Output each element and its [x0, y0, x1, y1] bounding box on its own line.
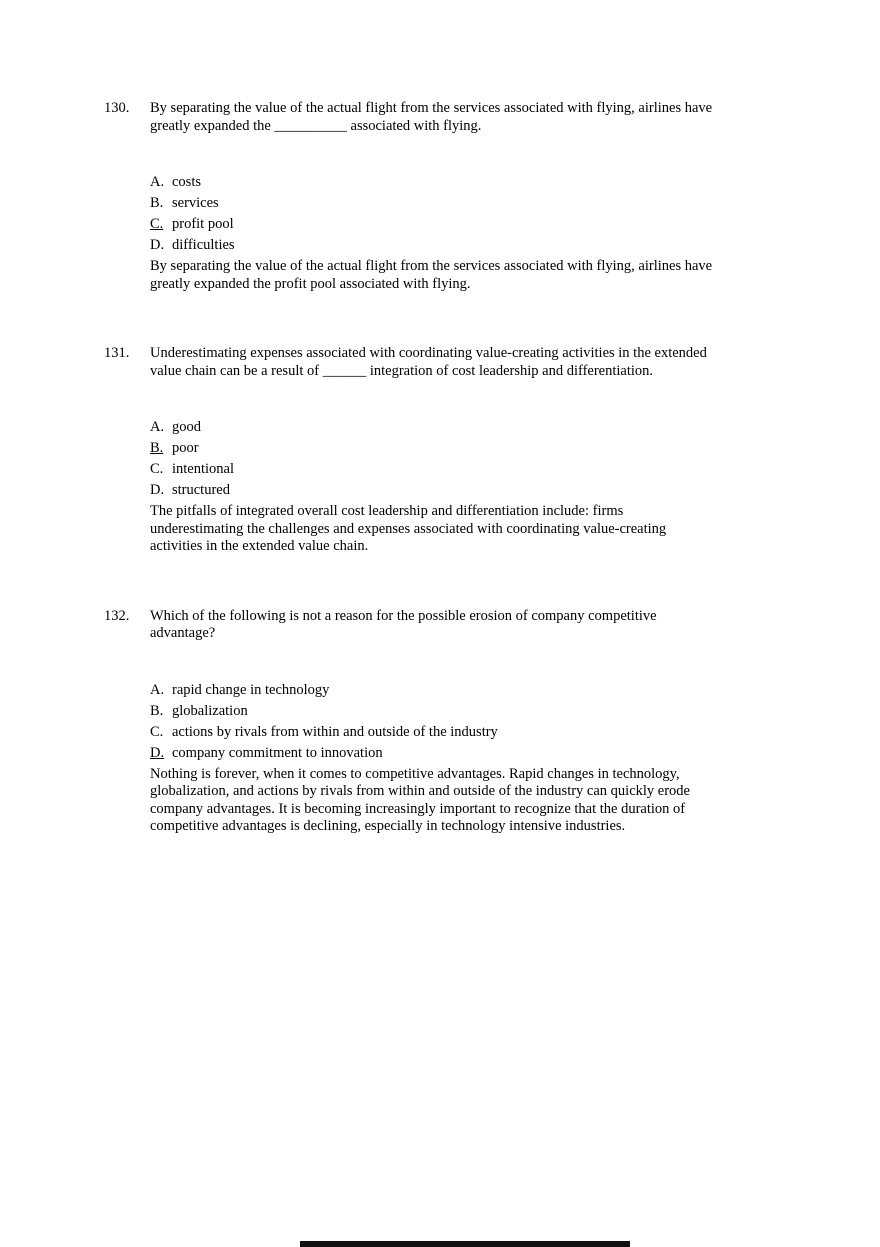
option-text: rapid change in technology — [172, 681, 330, 698]
option-text: structured — [172, 482, 230, 498]
option-row — [150, 216, 716, 234]
question-stem: Which of the following is not a reason for the possible erosion of company competitive advantage? — [150, 607, 657, 641]
page-edge-bar — [300, 1241, 630, 1247]
option-text: costs — [172, 174, 201, 190]
option-letter: C. — [150, 216, 164, 232]
answer-explanation: By separating the value of the actual flight from the services associated with flying, airlines have greatly expanded the profit pool associated with flying. — [150, 258, 713, 292]
option-row — [150, 419, 716, 437]
options-list — [150, 174, 716, 255]
option-row — [150, 682, 716, 700]
question-stem: By separating the value of the actual flight from the services associated with flying, airlines have greatly expanded the __________ associated with flying. — [150, 100, 713, 134]
option-row — [150, 440, 716, 458]
option-text: globalization — [172, 702, 248, 719]
option-letter: D. — [150, 482, 165, 498]
option-letter: A. — [150, 681, 165, 698]
option-text: difficulties — [172, 237, 235, 253]
option-letter: C. — [150, 723, 164, 740]
question-number: 131. — [104, 345, 130, 361]
option-row — [150, 482, 716, 500]
option-text: good — [172, 419, 201, 435]
answer-explanation: Nothing is forever, when it comes to competitive advantages. Rapid changes in technology, globalization, and actions by rivals from within and outside of the industry can quickly erode company advantages. It is becoming increasingly important to recognize that the duration of competitive advantages is declining, especially in technology intensive industries. — [150, 765, 690, 834]
option-letter: B. — [150, 440, 164, 456]
option-row — [150, 724, 716, 742]
question-number: 130. — [104, 100, 130, 116]
option-row — [150, 174, 716, 192]
option-text: poor — [172, 440, 199, 456]
question-block — [0, 100, 880, 293]
option-row — [150, 195, 716, 213]
option-letter: B. — [150, 702, 164, 719]
option-row — [150, 703, 716, 721]
option-letter: A. — [150, 419, 165, 435]
question-stem: Underestimating expenses associated with coordinating value-creating activities in the extended value chain can be a result of ______ integration of cost leadership and differentiation. — [150, 345, 707, 379]
option-text: intentional — [172, 461, 235, 477]
question-number: 132. — [104, 607, 130, 624]
option-letter: A. — [150, 174, 165, 190]
question-block — [0, 345, 880, 556]
option-row — [150, 237, 716, 255]
option-letter: B. — [150, 195, 164, 211]
options-list — [150, 682, 716, 763]
options-list — [150, 419, 716, 500]
option-letter: C. — [150, 461, 164, 477]
option-letter: D. — [150, 744, 165, 761]
option-text: actions by rivals from within and outside of the industry — [172, 723, 498, 740]
option-row — [150, 461, 716, 479]
option-text: profit pool — [172, 216, 234, 232]
option-row — [150, 745, 716, 763]
question-block — [0, 608, 880, 836]
option-text: company commitment to innovation — [172, 744, 383, 761]
answer-explanation: The pitfalls of integrated overall cost leadership and differentiation include: firms underestimating the challenges and expenses associated with coordinating value-creating activities in the extended value chain. — [150, 503, 667, 554]
option-text: services — [172, 195, 219, 211]
option-letter: D. — [150, 237, 165, 253]
